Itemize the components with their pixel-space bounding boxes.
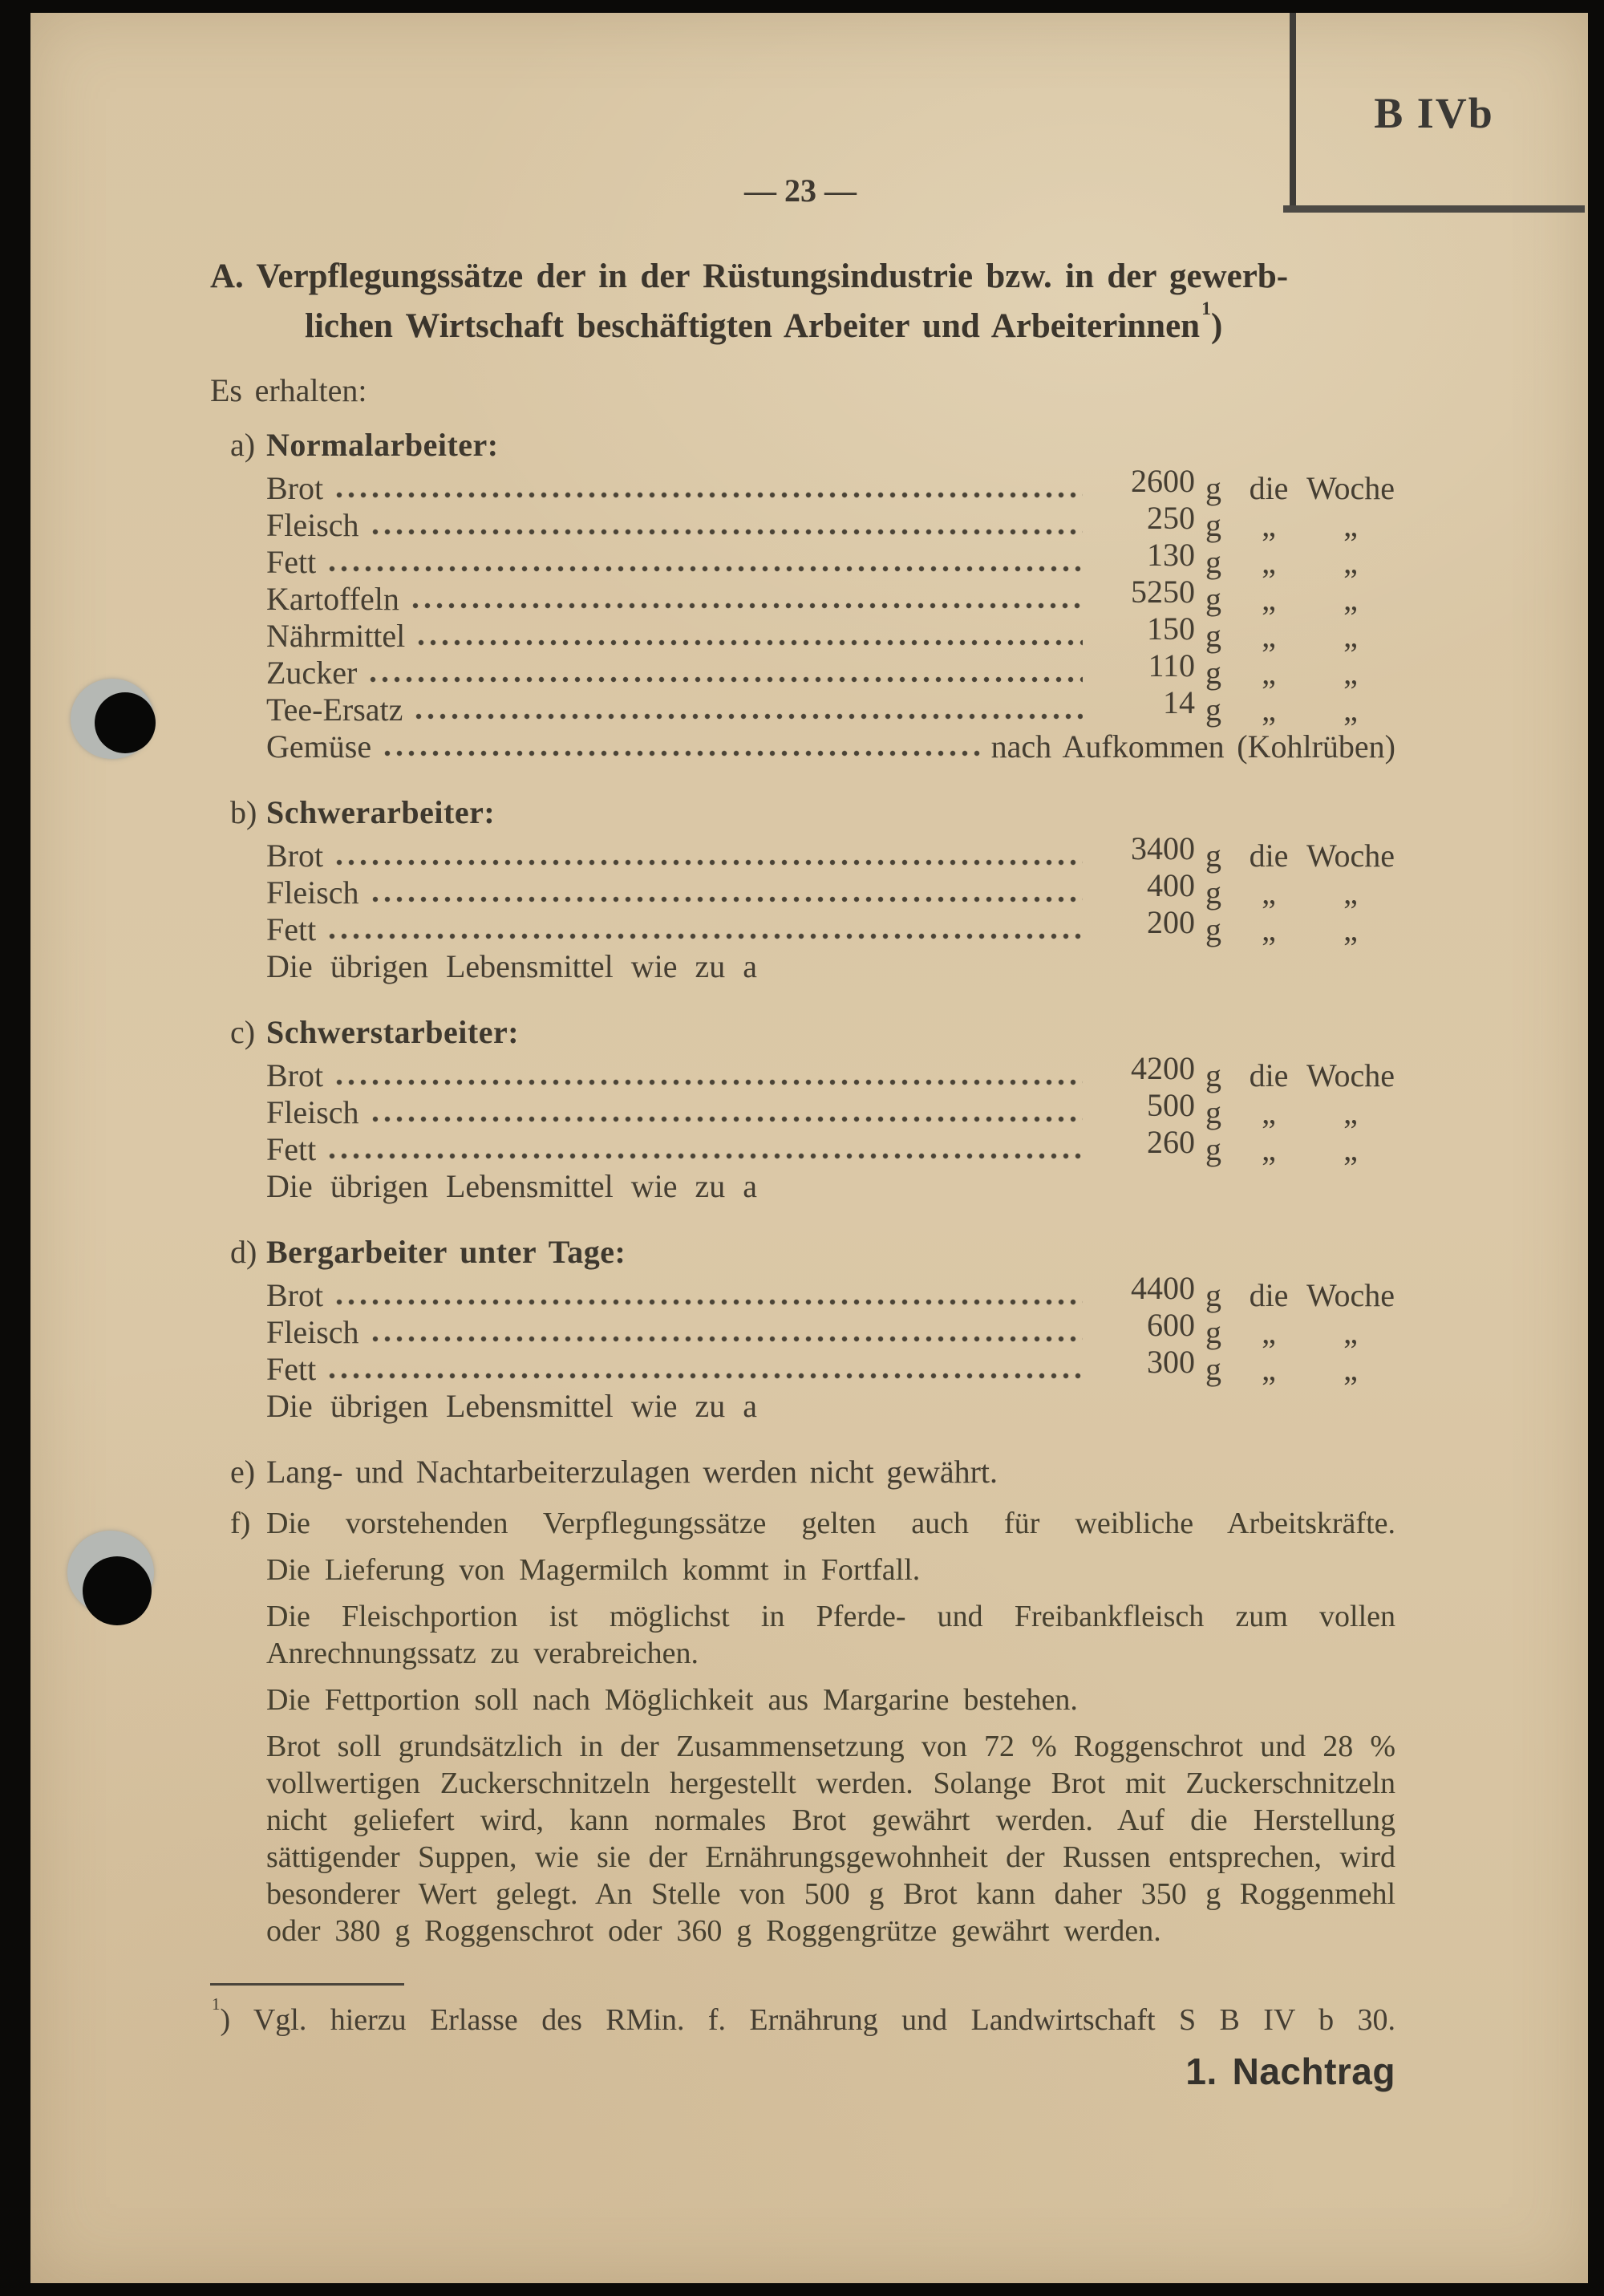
per-week-col2: „: [1343, 544, 1358, 580]
per-week-col1: „: [1262, 618, 1276, 654]
section-c-heading: [210, 1014, 1395, 1051]
section-label: c): [230, 1014, 256, 1050]
dot-leader: [372, 1335, 1083, 1343]
ration-row: [266, 500, 1395, 544]
unit-label: g: [1205, 692, 1221, 728]
ration-row: [266, 684, 1395, 728]
per-week-col1: die: [1249, 1277, 1289, 1313]
dot-leader: [412, 602, 1083, 610]
section-a: [210, 427, 1395, 765]
supplement-label: 1. Nachtrag: [1185, 2051, 1395, 2092]
ration-table: [266, 463, 1395, 765]
classification-label: B IVb: [1374, 89, 1494, 137]
ration-row: [266, 1124, 1395, 1168]
heading-line-2-text: lichen Wirtschaft beschäftigten Arbeiter und Arbeiterinnen: [305, 307, 1201, 345]
per-week-col2: Woche: [1306, 470, 1395, 506]
amount-value: 4200: [1131, 1050, 1195, 1086]
paragraph: Die Fleischportion ist möglichst in Pferde- und Freibankfleisch zum vollen Anrechnungssatz zu verabreichen.: [266, 1600, 1395, 1670]
ration-table: [266, 1270, 1395, 1388]
section-label: a): [230, 427, 256, 463]
per-week-col1: „: [1262, 692, 1276, 728]
ration-row: [266, 728, 1395, 765]
per-week-col1: „: [1262, 507, 1276, 543]
unit-label: g: [1205, 655, 1221, 691]
per-week-col2: Woche: [1306, 838, 1395, 874]
paragraph: Die Lieferung von Magermilch kommt in Fortfall.: [266, 1553, 921, 1587]
ration-row: [266, 830, 1395, 874]
section-text: Lang- und Nachtarbeiterzulagen werden nicht gewährt.: [266, 1454, 998, 1490]
unit-label: g: [1205, 874, 1221, 911]
ration-row: [266, 463, 1395, 507]
per-week-col2: „: [1343, 507, 1358, 543]
section-e: [210, 1454, 1395, 1491]
amount-value: 2600: [1131, 463, 1195, 499]
document-content: [30, 13, 1588, 2090]
ration-row: [266, 1050, 1395, 1094]
amount-value: 130: [1147, 537, 1195, 573]
paper: [30, 13, 1588, 2283]
unit-label: g: [1205, 581, 1221, 617]
item-label: Zucker: [266, 655, 358, 691]
footnote-separator-rule: [210, 1983, 404, 1986]
per-week-col2: „: [1343, 1314, 1358, 1350]
unit-label: g: [1205, 1057, 1221, 1093]
ration-row: [266, 1087, 1395, 1131]
item-label: Nährmittel: [266, 618, 406, 654]
ration-row: [266, 1270, 1395, 1314]
ration-row: [266, 574, 1395, 618]
heading-line-2: [210, 298, 1395, 351]
per-week-col2: „: [1343, 1094, 1358, 1130]
section-note: Die übrigen Lebensmittel wie zu a: [266, 1168, 758, 1204]
per-week-col1: „: [1262, 1351, 1276, 1387]
section-b: [210, 794, 1395, 985]
heading-footnote-paren: ): [1210, 307, 1223, 345]
per-week-col1: die: [1249, 838, 1289, 874]
per-week-col1: „: [1262, 1094, 1276, 1130]
availability-value: nach Aufkommen (Kohlrüben): [990, 728, 1395, 765]
item-label: Fett: [266, 1131, 317, 1167]
unit-label: g: [1205, 1351, 1221, 1387]
item-label: Kartoffeln: [266, 581, 399, 617]
paragraph: Die Fettportion soll nach Möglichkeit aus Margarine bestehen.: [266, 1683, 1078, 1717]
unit-label: g: [1205, 911, 1221, 947]
dot-leader: [384, 749, 983, 757]
item-label: Tee-Ersatz: [266, 692, 403, 728]
per-week-col1: „: [1262, 581, 1276, 617]
unit-label: g: [1205, 618, 1221, 654]
ration-row: [266, 904, 1395, 948]
section-note: Die übrigen Lebensmittel wie zu a: [266, 948, 758, 984]
amount-value: 400: [1147, 867, 1195, 903]
per-week-col2: „: [1343, 581, 1358, 617]
item-label: Fett: [266, 1351, 317, 1387]
per-week-col2: „: [1343, 655, 1358, 691]
dot-leader: [336, 1298, 1083, 1306]
section-title: Bergarbeiter unter Tage:: [266, 1234, 626, 1270]
ration-row: [266, 647, 1395, 692]
dot-leader: [329, 565, 1083, 573]
per-week-col2: „: [1343, 618, 1358, 654]
per-week-col2: Woche: [1306, 1057, 1395, 1093]
unit-label: g: [1205, 1094, 1221, 1130]
ration-row: [266, 537, 1395, 581]
intro-text: Es erhalten:: [210, 372, 367, 408]
footnote-marker: 1: [212, 1994, 221, 2014]
per-week-col2: „: [1343, 1131, 1358, 1167]
dot-leader: [336, 1078, 1083, 1086]
dot-leader: [418, 639, 1083, 647]
page-number: — 23 —: [744, 172, 857, 209]
item-label: Fleisch: [266, 874, 359, 911]
ration-table: [266, 830, 1395, 948]
dot-leader: [372, 895, 1083, 903]
amount-value: 260: [1147, 1124, 1195, 1160]
dot-leader: [372, 528, 1083, 536]
ration-row: [266, 1307, 1395, 1351]
item-label: Brot: [266, 838, 324, 874]
ration-table: [266, 1050, 1395, 1168]
document-heading: [210, 252, 1395, 351]
section-label: d): [230, 1234, 257, 1270]
section-a-heading: [210, 427, 1395, 464]
amount-value: 300: [1147, 1344, 1195, 1380]
ration-row: [266, 1344, 1395, 1388]
item-label: Gemüse: [266, 728, 372, 765]
item-label: Brot: [266, 470, 324, 506]
dot-leader: [370, 675, 1083, 684]
dot-leader: [336, 858, 1083, 866]
ration-row: [266, 867, 1395, 911]
paragraph-text: Die vorstehenden Verpflegungssätze gelten auch für weibliche Arbeitskräfte.: [266, 1507, 1395, 1540]
section-label: b): [230, 794, 257, 830]
item-label: Fett: [266, 911, 317, 947]
section-label: e): [230, 1454, 256, 1490]
ration-row: [266, 611, 1395, 655]
amount-value: 110: [1148, 647, 1195, 684]
paragraph: [230, 1505, 1395, 1542]
per-week-col2: Woche: [1306, 1277, 1395, 1313]
per-week-col2: „: [1343, 1351, 1358, 1387]
dot-leader: [415, 712, 1083, 720]
dot-leader: [329, 1152, 1083, 1160]
amount-value: 3400: [1131, 830, 1195, 866]
item-label: Fleisch: [266, 1094, 359, 1130]
section-title: Normalarbeiter:: [266, 427, 499, 463]
amount-value: 4400: [1131, 1270, 1195, 1306]
section-d-heading: [210, 1234, 1395, 1271]
per-week-col2: „: [1343, 911, 1358, 947]
per-week-col1: „: [1262, 911, 1276, 947]
section-d: [210, 1234, 1395, 1425]
amount-value: 250: [1147, 500, 1195, 536]
item-label: Fett: [266, 544, 317, 580]
section-title: Schwerarbeiter:: [266, 794, 496, 830]
section-label: f): [230, 1507, 251, 1540]
unit-label: g: [1205, 838, 1221, 874]
item-label: Brot: [266, 1277, 324, 1313]
paragraph: Brot soll grundsätzlich in der Zusammensetzung von 72 % Roggenschrot und 28 % vollwertigen Zuckerschnitzeln hergestellt werden. Solange Brot mit Zuckerschnitzeln nicht geliefert wird, kann normales Brot gewährt werden. Auf die Herstellung sättigender Suppen, wie sie der Ernährungsgewohnheit der Russen entsprechen, wird besonderer Wert gelegt. An Stelle von 500 g Brot kann daher 350 g Roggenmehl oder 380 g Roggenschrot oder 360 g Roggengrütze gewährt werden.: [266, 1730, 1395, 1948]
per-week-col1: „: [1262, 544, 1276, 580]
heading-line-1: A. Verpflegungssätze der in der Rüstungsindustrie bzw. in der gewerb-: [210, 258, 1289, 295]
per-week-col1: „: [1262, 655, 1276, 691]
section-c: [210, 1014, 1395, 1205]
footnote-text: ) Vgl. hierzu Erlasse des RMin. f. Ernährung und Landwirtschaft S B IV b 30.: [220, 2003, 1395, 2037]
item-label: Fleisch: [266, 507, 359, 543]
dot-leader: [329, 1372, 1083, 1380]
per-week-col1: „: [1262, 874, 1276, 911]
per-week-col1: „: [1262, 1314, 1276, 1350]
per-week-col2: „: [1343, 692, 1358, 728]
per-week-col2: „: [1343, 874, 1358, 911]
dot-leader: [329, 932, 1083, 940]
dot-leader: [372, 1115, 1083, 1123]
item-label: Fleisch: [266, 1314, 359, 1350]
unit-label: g: [1205, 1131, 1221, 1167]
unit-label: g: [1205, 507, 1221, 543]
section-title: Schwerstarbeiter:: [266, 1014, 520, 1050]
amount-value: 5250: [1131, 574, 1195, 610]
per-week-col1: die: [1249, 470, 1289, 506]
section-note: Die übrigen Lebensmittel wie zu a: [266, 1388, 758, 1424]
amount-value: 600: [1147, 1307, 1195, 1343]
dot-leader: [336, 491, 1083, 499]
amount-value: 150: [1147, 611, 1195, 647]
section-e-line: [210, 1454, 1395, 1491]
item-label: Brot: [266, 1057, 324, 1093]
footnote: [210, 1994, 1395, 2038]
unit-label: g: [1205, 470, 1221, 506]
section-b-heading: [210, 794, 1395, 831]
per-week-col1: die: [1249, 1057, 1289, 1093]
amount-value: 14: [1163, 684, 1195, 720]
unit-label: g: [1205, 544, 1221, 580]
unit-label: g: [1205, 1314, 1221, 1350]
section-f: [210, 1505, 1395, 1949]
amount-value: 200: [1147, 904, 1195, 940]
unit-label: g: [1205, 1277, 1221, 1313]
heading-footnote-marker: 1: [1201, 298, 1211, 319]
per-week-col1: „: [1262, 1131, 1276, 1167]
amount-value: 500: [1147, 1087, 1195, 1123]
